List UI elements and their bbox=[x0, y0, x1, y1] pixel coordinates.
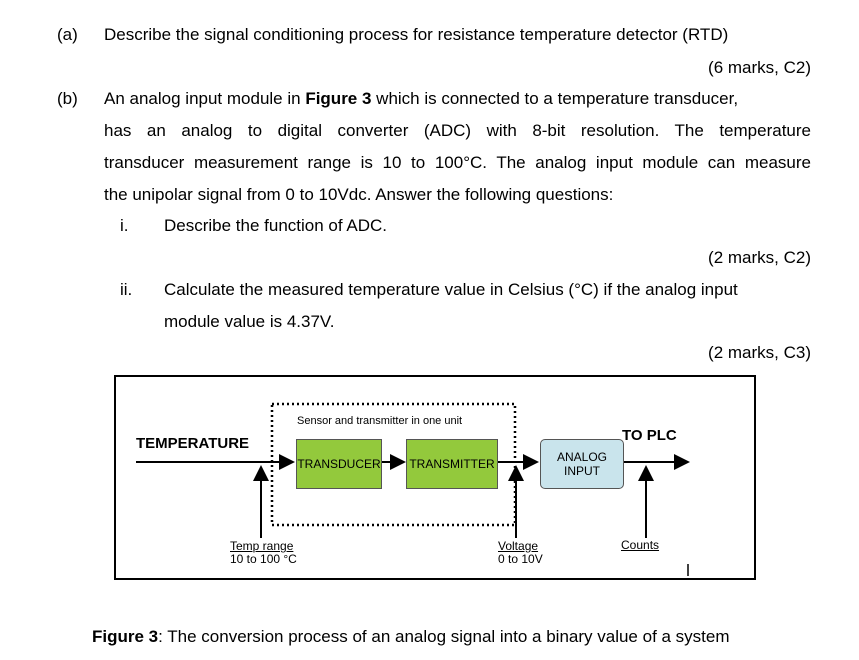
sub-i-text: Describe the function of ADC. bbox=[164, 216, 388, 235]
sub-ii-marks: (2 marks, C3) bbox=[708, 343, 811, 362]
sub-ii-line-2: module value is 4.37V. bbox=[164, 312, 335, 331]
transmitter-block: TRANSMITTER bbox=[406, 439, 498, 489]
part-b-label: (b) bbox=[57, 89, 78, 108]
voltage-annotation bbox=[498, 540, 543, 566]
sub-i-marks: (2 marks, C2) bbox=[708, 248, 811, 267]
temp-range-value: 10 to 100 °C bbox=[230, 552, 297, 566]
transducer-block: TRANSDUCER bbox=[296, 439, 382, 489]
temp-range-title: Temp range bbox=[230, 539, 294, 553]
part-b-line-2: has an analog to digital converter (ADC) with 8-bit resolution. The temperature bbox=[104, 121, 811, 140]
caption-figure-number: Figure 3 bbox=[92, 627, 159, 646]
part-b-line-3: transducer measurement range is 10 to 100°C. The analog input module can measure bbox=[104, 153, 811, 172]
caption-text: : The conversion process of an analog signal into a binary value of a system bbox=[158, 627, 730, 646]
analog-input-block: ANALOG INPUT bbox=[540, 439, 624, 489]
voltage-value: 0 to 10V bbox=[498, 552, 543, 566]
sub-i-label: i. bbox=[120, 216, 129, 235]
part-a-label: (a) bbox=[57, 25, 78, 44]
temperature-label: TEMPERATURE bbox=[136, 435, 250, 452]
figure-caption bbox=[92, 627, 730, 647]
part-a-question: Describe the signal conditioning process for resistance temperature detector (RTD) bbox=[104, 25, 729, 44]
part-a-marks: (6 marks, C2) bbox=[708, 58, 811, 77]
sub-ii-label: ii. bbox=[120, 280, 133, 299]
unit-label: Sensor and transmitter in one unit bbox=[297, 415, 463, 427]
voltage-title: Voltage bbox=[498, 539, 539, 553]
part-b-line-1 bbox=[104, 89, 738, 109]
part-b-line-1-pre: An analog input module in bbox=[104, 89, 306, 108]
part-b-line-4: the unipolar signal from 0 to 10Vdc. Answer the following questions: bbox=[104, 185, 614, 204]
temp-range-annotation bbox=[230, 540, 297, 566]
part-b-line-1-post: which is connected to a temperature transducer, bbox=[371, 89, 739, 108]
to-plc-label: TO PLC bbox=[622, 427, 677, 444]
figure-reference: Figure 3 bbox=[305, 89, 372, 108]
counts-annotation: Counts bbox=[621, 538, 660, 552]
sub-ii-line-1: Calculate the measured temperature value in Celsius (°C) if the analog input bbox=[164, 280, 738, 299]
figure-3-diagram bbox=[114, 375, 756, 580]
